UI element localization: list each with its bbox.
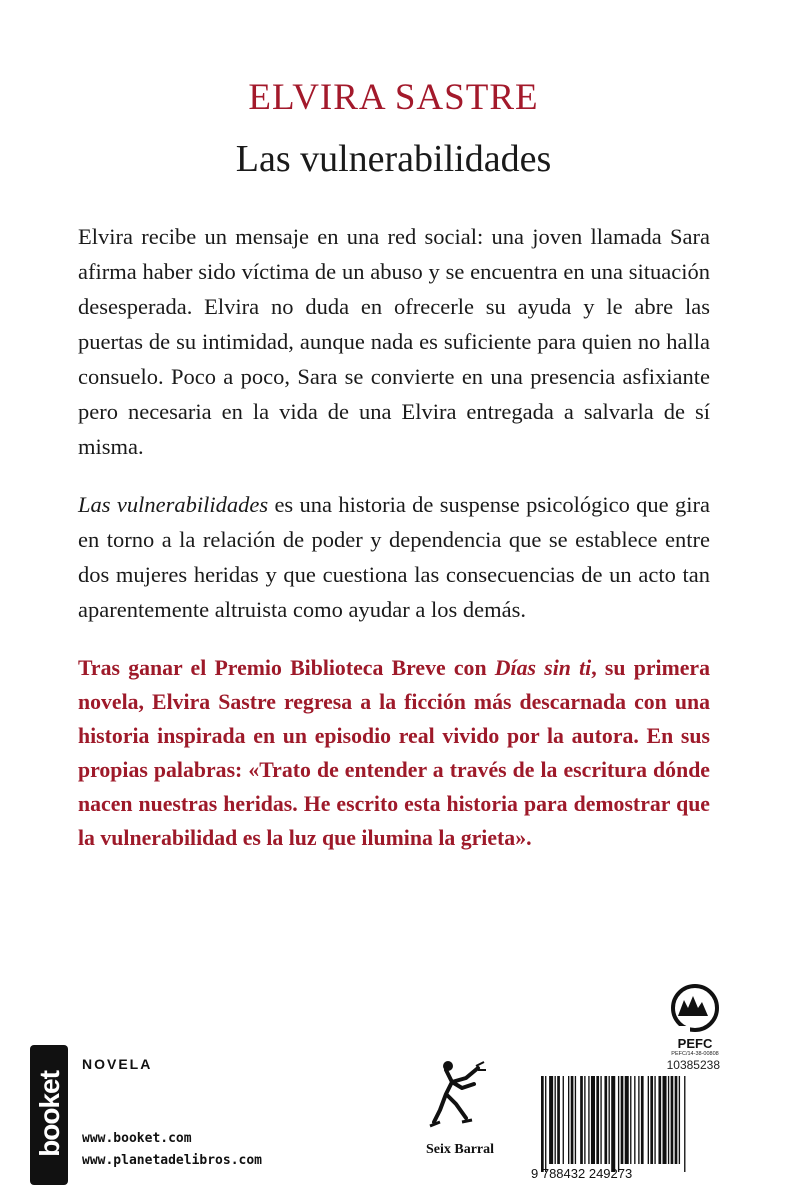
genre-label: NOVELA — [82, 1056, 153, 1072]
barcode-bar — [668, 1076, 669, 1164]
barcode-bar — [575, 1076, 576, 1164]
barcode-bar — [650, 1076, 653, 1164]
barcode-bar — [568, 1076, 569, 1164]
barcode-bar — [684, 1076, 685, 1172]
barcode-bar — [549, 1076, 553, 1164]
booket-logo — [30, 1045, 68, 1185]
barcode-bar — [654, 1076, 655, 1164]
product-code: 10385238 — [666, 1058, 720, 1072]
synopsis-paragraph-1: Elvira recibe un mensaje en una red social: una joven llamada Sara afirma haber sido víctima de un abuso y se encuentra en una situación desesperada. Elvira no duda en ofrecerle su ayuda y le abre las puertas de su intimidad, aunque nada es suficiente para quien no halla consuelo. Poco a poco, Sara se convierte en una presencia asfixiante pero necesaria en la vida de una Elvira entregada a salvarla de sí misma. — [78, 224, 710, 459]
barcode-bar — [588, 1076, 589, 1164]
barcode-bar — [580, 1076, 583, 1164]
barcode-bar — [541, 1076, 544, 1172]
barcode-bar — [604, 1076, 607, 1164]
barcode-bar — [600, 1076, 601, 1164]
barcode-bar — [557, 1076, 560, 1164]
barcode-bar — [545, 1076, 546, 1172]
barcode-bar — [609, 1076, 610, 1164]
paragraph-2-text: es una historia de suspense psicológico que gira en torno a la relación de poder y dependencia que se establece entre dos mujeres heridas y que cuestiona las consecuencias de un acto tan aparentemente altruista como ayudar a los demás. — [78, 492, 710, 622]
barcode-bar — [638, 1076, 639, 1164]
barcode-bar — [618, 1076, 619, 1172]
barcode-bar — [571, 1076, 574, 1164]
prior-novel-title: Días sin ti — [494, 656, 592, 680]
paragraph-3-text-b: , su primera novela, Elvira Sastre regresa a la ficción más descarnada con una historia inspirada en un episodio real vivido por la autora. En sus propias palabras: «Trato de entender a través de la escritura dónde nacen nuestras heridas. He escrito esta historia para demostrar que la vulnerabilidad es la luz que ilumina la grieta». — [78, 656, 710, 850]
barcode-bar — [563, 1076, 564, 1164]
book-title: Las vulnerabilidades — [235, 138, 552, 180]
barcode-bar — [630, 1076, 631, 1164]
barcode-bar — [634, 1076, 635, 1164]
barcode-bar — [641, 1076, 644, 1164]
barcode-bar — [675, 1076, 678, 1164]
website-booket: www.booket.com — [82, 1131, 192, 1146]
isbn-barcode — [527, 1074, 725, 1184]
pefc-label: PEFC — [677, 1036, 713, 1051]
seix-barral-logo-icon — [426, 1060, 494, 1138]
booket-logo-text: booket — [34, 1071, 65, 1157]
paragraph-3-text-a: Tras ganar el Premio Biblioteca Breve con — [78, 656, 495, 680]
isbn-digits: 9 788432 249273 — [531, 1166, 633, 1181]
barcode-bar — [611, 1076, 615, 1172]
book-title-italic: Las vulnerabilidades — [78, 492, 269, 517]
barcode-bar — [663, 1076, 667, 1164]
barcode-bar — [584, 1076, 585, 1164]
synopsis-paragraph-2 — [78, 487, 710, 627]
barcode-bar — [658, 1076, 661, 1164]
barcode-bar — [555, 1076, 556, 1164]
barcode-bar — [596, 1076, 599, 1164]
imprint-name: Seix Barral — [425, 1142, 495, 1157]
barcode-bar — [625, 1076, 629, 1164]
barcode-bar — [621, 1076, 624, 1164]
website-planetadelibros: www.planetadelibros.com — [82, 1153, 263, 1168]
barcode-bar — [648, 1076, 649, 1164]
barcode-bar — [591, 1076, 595, 1164]
author-note-paragraph — [78, 651, 710, 855]
pefc-code: PEFC/14-38-00808 — [671, 1051, 719, 1057]
author-name: ELVIRA SASTRE — [248, 77, 539, 118]
barcode-bar — [679, 1076, 680, 1164]
barcode-bar — [671, 1076, 674, 1164]
